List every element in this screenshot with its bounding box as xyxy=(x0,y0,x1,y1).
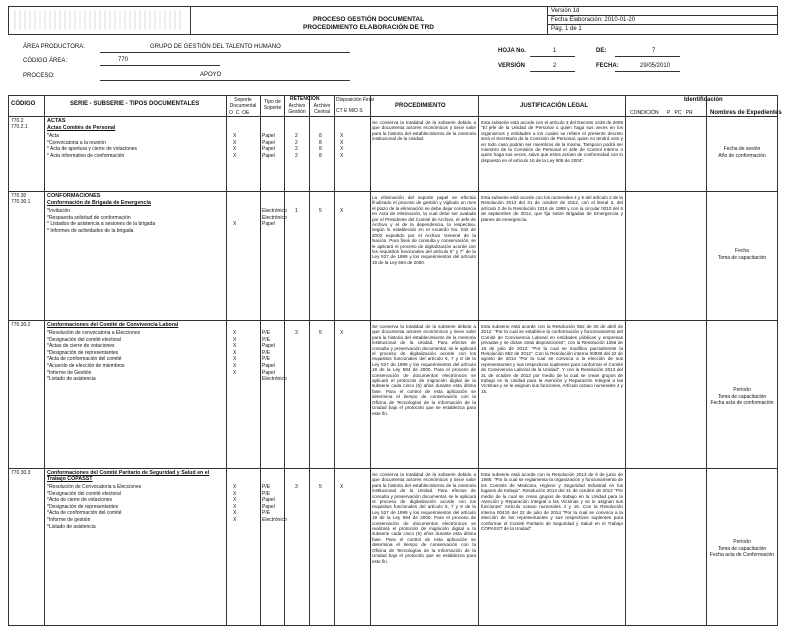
header-page: Pág. 1 de 1 xyxy=(551,26,582,32)
doc-type: *Acuerdo de elección de miembros xyxy=(47,363,125,369)
row-series: ACTAS xyxy=(47,118,66,124)
doc-type: *Actas de cierre de votaciones xyxy=(47,343,115,350)
soporte-mark: X xyxy=(233,503,237,510)
doc-type: *Acta de conformación del comité xyxy=(47,356,122,363)
doc-type: *Resolución de convocatoria a Elecciones xyxy=(47,330,141,336)
row-expediente-names: Fecha Toma de capacitación xyxy=(717,248,767,261)
row-justification: Esta subserie está acorde con el artículo 3 del Decreto 1428 de 2005 "El jefe de la Unidad de Personal o quien haga sus veces en los organismos y entidades a los cuales se refiere el presente decreto será el Secretario de la Comisión de Personal, quien no tendrá voto y en todo caso podrán ser miembros de la misma. Tampoco podrá ser miembro de la Comisión de Personal el Jefe de Control Interno o quien haga sus veces, salvo que estos actúen de conformidad con lo dispuesto en el artículo 16 de la Ley 909 de 2004". xyxy=(481,120,623,163)
retencion-central: 8 xyxy=(319,139,322,146)
col-archivo-central: Archivo Central xyxy=(313,103,331,115)
doc-type: *Acta de cierre de votaciones xyxy=(47,497,113,504)
doc-type: *Listado de asistencia xyxy=(47,523,96,530)
disposicion-ct: X xyxy=(340,139,344,146)
col-tipo-soporte: Tipo de Soporte xyxy=(263,99,282,111)
soporte-mark: X xyxy=(233,497,237,504)
soporte-mark: X xyxy=(233,152,237,159)
tipo-soporte: P/E xyxy=(262,490,271,497)
disposicion-ct: X xyxy=(340,208,344,214)
process-value: APOYO xyxy=(200,72,222,78)
tipo-soporte: P/E xyxy=(262,510,271,517)
tipo-soporte: Papel xyxy=(262,139,275,146)
col-disp-sub: CT E M/D S xyxy=(336,108,363,114)
de-value: 7 xyxy=(652,48,656,54)
row-procedure: Se conserva la totalidad de la subserie debido a que documenta actores económicos y tiene valor para la historia del establecimiento de la memoria institucional de la Unidad. Para efectos de consulta y preservación documental, se le aplicará el proceso de digitalización acorde con los requisitos funcionales del artículo 6, 7 y 8 de la Ley 527 de 1999 y los requerimientos del artículo 19 de la Ley 594 de 2000. Para el proceso de conservación de documentos electrónicos se aplicará el protocolo de migración digital de la subserie cada cinco (5) años durante esta última fase. Para el control de esta aplicación se determina el tiempo de conservación con la Oficina de Tecnologías de la Información de la Unidad bajo el protocolo que se establezca para este fin. xyxy=(372,324,476,416)
tipo-soporte: P/E xyxy=(262,484,271,490)
row-procedure: Se conserva la totalidad de la subserie debido a que documenta actores económicos y tiene valor para la historia del establecimiento de la memoria institucional de la Unidad. xyxy=(372,120,476,142)
retencion-gestion: 2 xyxy=(295,146,298,153)
col-identificacion: Identificación xyxy=(684,97,723,103)
tipo-soporte: P/E xyxy=(262,356,271,363)
retencion-central: 8 xyxy=(319,133,322,139)
tipo-soporte: Papel xyxy=(262,503,275,510)
row-justification: Esta subserie está acorde con los numerales 4 y 5 del artículo 2 de la Resolución 2013 del 31 de octubre de 2012, con el literal 3, del artículo 2 de la Resolución 1016 de 1989 y con la circular 0010 del 5 de septiembre de 2012, que fija sobre Brigadas de Emergencia y planes de emergencia. xyxy=(481,195,623,222)
doc-type: * Informes de actividades de la brigada xyxy=(47,227,134,234)
col-serie: SERIE - SUBSERIE - TIPOS DOCUMENTALES xyxy=(70,101,200,107)
tipo-soporte: Papel xyxy=(262,369,275,376)
col-procedimiento: PROCEDIMIENTO xyxy=(395,103,446,109)
soporte-mark: X xyxy=(233,343,237,350)
row-justification: Esta subserie está acorde con la Resolución 652 de 30 de abril de 2012: "Por la cual se establece la conformación y funcionamiento del Comité de Convivencia Laboral en entidades públicas y empresas privadas y se dictan otras disposiciones", con la Resolución 1356 de 18 de julio de 2012: "Por la cual se modifica parcialmente la Resolución 652 de 2012". Con la Resolución interna 00936 del 22 de agosto de 2014 "Por la cual se convoca a la elección de sus representantes y sus respectivos suplentes para conformar el Comité de Convivencia Laboral de la Unidad". Y con la Resolución 2013 del 31 de octubre de 2012 por medio de la cual se crean grupos de trabajo en la Unidad para la Atención y Reparación Integral a las Víctimas y se le asignan sus funciones, Artículo octavo numerales 4 y 15. xyxy=(481,324,623,394)
soporte-mark: X xyxy=(233,146,237,153)
doc-type: *Designación del comité electoral xyxy=(47,490,121,497)
code-area-label: CÓDIGO ÁREA: xyxy=(23,58,68,64)
col-disposicion: Disposición Final xyxy=(336,97,374,103)
tipo-soporte: Papel xyxy=(262,363,275,369)
retencion-central: 8 xyxy=(319,152,322,159)
tipo-soporte: Electrónico xyxy=(262,376,287,383)
disposicion-ct: X xyxy=(340,133,344,139)
soporte-mark: X xyxy=(233,363,237,369)
row-expediente-names: Fecha de sesión Año de conformación xyxy=(718,146,766,159)
disposicion-ct: X xyxy=(340,330,344,336)
hoja-value: 1 xyxy=(553,48,557,54)
doc-type: *Listado de asistencia xyxy=(47,376,96,383)
row-code: 770.30.3 xyxy=(11,470,31,476)
doc-type: *Convocatoria a la reunión xyxy=(47,139,106,146)
retencion-gestion: 3 xyxy=(295,484,298,490)
col-soporte: Soporte Documental xyxy=(229,97,257,109)
soporte-mark: X xyxy=(233,369,237,376)
doc-type: *Designación de representantes xyxy=(47,349,119,356)
col-archivo-gestion: Archivo Gestión xyxy=(288,103,306,115)
retencion-central: 5 xyxy=(319,484,322,490)
row-expediente-names: Período Toma de capacitación Fecha acta de Conformación xyxy=(709,539,775,558)
de-label: DE: xyxy=(596,48,607,54)
code-area-value: 770 xyxy=(118,57,129,63)
tipo-soporte: Papel xyxy=(262,221,275,228)
row-subseries: Conformaciones del Comité Paritario de Seguridad y Salud en el Trabajo COPASST xyxy=(47,470,210,482)
soporte-mark: X xyxy=(233,349,237,356)
tipo-soporte: Electrónico xyxy=(262,208,287,214)
col-codigo: CÓDIGO xyxy=(11,101,36,107)
retencion-central: 8 xyxy=(319,146,322,153)
row-code: 770.30 770.30.1 xyxy=(11,193,31,205)
col-soporte-sub: O C OE xyxy=(229,110,250,116)
area-value: GRUPO DE GESTIÓN DEL TALENTO HUMANO xyxy=(150,44,281,50)
tipo-soporte: Papel xyxy=(262,133,275,139)
tipo-soporte: Papel xyxy=(262,152,275,159)
doc-type: * Acta de apertura y cierre de votaciones xyxy=(47,146,138,153)
row-code: 770.30.2 xyxy=(11,322,31,328)
retencion-gestion: 3 xyxy=(295,330,298,336)
doc-type: *Informe de Gestión xyxy=(47,369,92,376)
tipo-soporte: Papel xyxy=(262,343,275,350)
disposicion-ct: X xyxy=(340,146,344,153)
soporte-mark: X xyxy=(233,490,237,497)
row-expediente-names: Período Toma de capacitación Fecha acta de conformación xyxy=(710,387,774,406)
disposicion-ct: X xyxy=(340,152,344,159)
version-value: 2 xyxy=(553,63,557,69)
area-label: ÁREA PRODUCTORA: xyxy=(23,44,85,50)
row-justification: Esta subserie está acorde con la Resolución 2013 de 6 de junio de 1986: "Por la cual se reglamenta la organización y funcionamiento de los Comités de Medicina, Higiene y Seguridad Industrial en los lugares de trabajo". Resolución 2013 del 31 de octubre de 2012 "Por medio de la cual se crean grupos de trabajo en la Unidad para la Atención y Reparación Integral a las Víctimas y se le asignan sus funciones" Artículo octavo numerales 4 y 15. Con la Resolución interna 00415 del 22 de julio de 2014 "Por la cual se convoca a la elección de los representantes y sus respectivos suplentes para conformar el Comité Paritario de Seguridad y Salud en el Trabajo COPASST de la Unidad". xyxy=(481,472,623,532)
row-subseries: Conformaciones del Comité de Convivencia Laboral xyxy=(47,322,179,328)
row-procedure: La eliminación del soporte papel se efectúa finalizado el proceso de gestión y vigilado un mes el plazo de la eliminación se debe dejar constancia en Acta de eliminación, la cual debe ser avalada por el Presidente del Comité de Archivo, el Jefe de Archivo y el de la dependencia, la respectiva, según lo establecido en el Acuerdo No. 042 de 2002 expedido por el Archivo General de la Nación. Para fines de consulta y conservación, se le aplicará el proceso de digitalización acorde con los requisitos funcionales del artículo 6° y 7° de la Ley 527 de 1999 y los requerimientos del artículo 19 de la Ley 594 de 2000. xyxy=(372,195,476,265)
soporte-mark: X xyxy=(233,133,237,139)
col-retencion: RETENCIÓN xyxy=(290,96,320,102)
header-code-label: Versión 1d xyxy=(551,8,580,14)
tipo-soporte: P/E xyxy=(262,330,271,336)
doc-type: *Designación del comité electoral xyxy=(47,336,121,343)
soporte-mark: X xyxy=(233,330,237,336)
retencion-central: 5 xyxy=(319,208,322,214)
tipo-soporte: P/E xyxy=(262,336,271,343)
soporte-mark: X xyxy=(233,517,237,523)
row-series: CONFORMACIONES xyxy=(47,193,101,199)
disposicion-ct: X xyxy=(340,484,344,490)
col-nombres: Nombres de Expedientes xyxy=(710,110,782,116)
row-subseries: Conformación de Brigada de Emergencia xyxy=(47,200,151,206)
doc-type: *Respuesta solicitud de conformación xyxy=(47,214,131,221)
retencion-gestion: 2 xyxy=(295,152,298,159)
header-title-1: PROCESO GESTIÓN DOCUMENTAL xyxy=(312,16,425,23)
tipo-soporte: Electrónico xyxy=(262,517,287,523)
soporte-mark: X xyxy=(233,484,237,490)
doc-type: * Acta informativo de conformación xyxy=(47,152,125,159)
row-procedure: Se conserva la totalidad de la subserie debido a que documenta actores económicos y tiene valor para la historia del establecimiento de la memoria institucional de la Unidad. Para efectos de consulta y preservación documental, se le aplicará el proceso de digitalización acorde con los requisitos funcionales del artículo 6, 7 y 8 de la Ley 527 de 1999 y los requerimientos del artículo 19 de la Ley 594 de 2000. Para el proceso de conservación de documentos electrónicos se realizará el protocolo de migración digital a la subserie cada cinco (5) años durante esta última fase. Para el control de esta aplicación se determina el tiempo de conservación con la Oficina de Tecnologías de la Información de la Unidad bajo el protocolo que se establezca para este fin. xyxy=(372,472,476,564)
row-code: 770.2 770.2.1 xyxy=(11,118,28,130)
fecha-value: 29/05/2010 xyxy=(640,63,671,69)
header-logo xyxy=(14,10,184,30)
doc-type: *Invitación xyxy=(47,208,71,214)
row-subseries: Actas Comités de Personal xyxy=(47,125,116,131)
header-date: Fecha Elaboración: 2010-01-20 xyxy=(551,17,636,23)
process-label: PROCESO: xyxy=(23,73,55,79)
soporte-mark: X xyxy=(233,356,237,363)
doc-type: *Acta de conformación del comité xyxy=(47,510,122,517)
tipo-soporte: Papel xyxy=(262,146,275,153)
soporte-mark: X xyxy=(233,510,237,517)
fecha-label: FECHA: xyxy=(596,63,619,69)
doc-type: *Designación de representantes xyxy=(47,503,119,510)
soporte-mark: X xyxy=(233,221,237,228)
soporte-mark: X xyxy=(233,336,237,343)
soporte-mark: X xyxy=(233,139,237,146)
retencion-gestion: 2 xyxy=(295,133,298,139)
hoja-label: HOJA No. xyxy=(498,48,526,54)
col-justificacion: JUSTIFICACIÓN LEGAL xyxy=(520,103,589,109)
retencion-gestion: 1 xyxy=(295,208,298,214)
retencion-central: 5 xyxy=(319,330,322,336)
col-id-sub: CONDICIÓN P PC PR xyxy=(630,110,693,116)
tipo-soporte: Papel xyxy=(262,497,275,504)
doc-type: *Informe de gestión xyxy=(47,517,91,523)
doc-type: *Resolución de Convocatoria a Elecciones xyxy=(47,484,142,490)
tipo-soporte: P/E xyxy=(262,349,271,356)
doc-type: *Acta xyxy=(47,133,59,139)
header-title-2: PROCEDIMIENTO ELABORACIÓN DE TRD xyxy=(303,24,434,31)
doc-type: * Listados de asistencia a sesiones de la brigada xyxy=(47,221,156,228)
retencion-gestion: 2 xyxy=(295,139,298,146)
version-label: VERSIÓN xyxy=(498,63,526,69)
tipo-soporte: Electrónico xyxy=(262,214,287,221)
